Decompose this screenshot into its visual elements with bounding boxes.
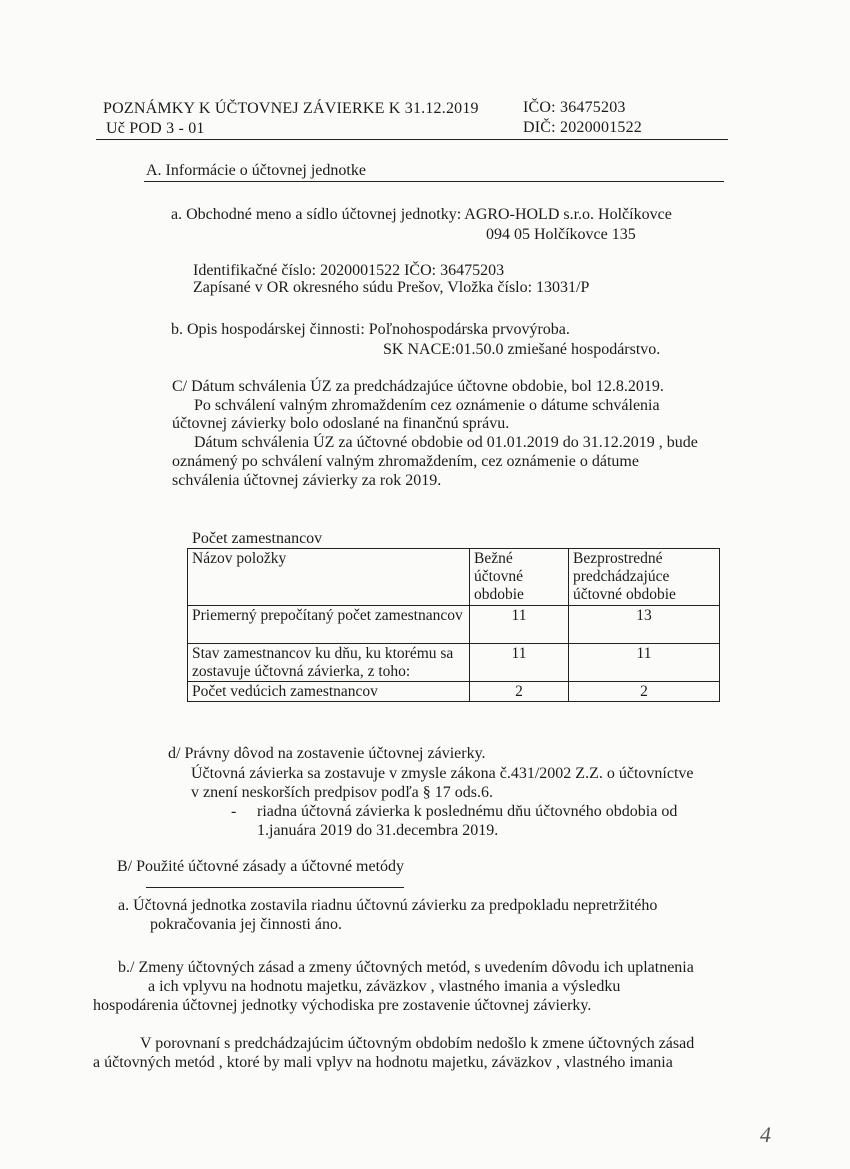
section-b-item-a-line1: a. Účtovná jednotka zostavila riadnu účtovnú závierku za predpokladu nepretržitého	[118, 897, 658, 914]
row-label: Stav zamestnancov ku dňu, ku ktorému sa zostavuje účtovná závierka, z toho:	[188, 644, 470, 682]
row-previous-value: 13	[569, 606, 720, 644]
header-item-name: Názov položky	[188, 549, 470, 606]
employees-caption: Počet zamestnancov	[192, 530, 323, 547]
section-b-item-b-line1: b./ Zmeny účtovných zásad a zmeny účtovných metód, s uvedením dôvodu ich uplatnenia	[118, 959, 694, 976]
header-previous-period: Bezprostredné predchádzajúce účtovné obdobie	[569, 549, 720, 606]
section-a-item-c-line2: Po schválení valným zhromaždením cez oznámenie o dátume schválenia	[194, 397, 660, 414]
row-label: Počet vedúcich zamestnancov	[188, 682, 470, 702]
section-b-rule	[146, 887, 404, 888]
section-b-paragraph-line2: a účtovných metód , ktoré by mali vplyv na hodnotu majetku, záväzkov , vlastného imania	[93, 1054, 673, 1071]
page-number: 4	[760, 1122, 771, 1147]
section-a-rule	[144, 181, 724, 182]
section-a-item-c-line6: schválenia účtovnej závierky za rok 2019.	[172, 472, 442, 489]
employees-table	[187, 548, 720, 702]
section-b-item-a-line2: pokračovania jej činnosti áno.	[150, 916, 342, 933]
section-a-item-b-line1: b. Opis hospodárskej činnosti: Poľnohospodárska prvovýroba.	[171, 321, 570, 338]
table-row	[188, 682, 720, 702]
section-a-item-b-line2: SK NACE:01.50.0 zmiešané hospodárstvo.	[383, 341, 661, 358]
section-b-paragraph-line1: V porovnaní s predchádzajúcim účtovným obdobím nedošlo k zmene účtovných zásad	[140, 1035, 695, 1052]
section-a-item-a-line2: 094 05 Holčíkovce 135	[486, 226, 636, 243]
table-header-row	[188, 549, 720, 606]
header-rule	[96, 139, 728, 140]
section-d-bullet-line2: 1.januára 2019 do 31.decembra 2019.	[257, 822, 499, 839]
registration-line: Zapísané v OR okresného súdu Prešov, Vložka číslo: 13031/P	[193, 279, 590, 296]
table-row	[188, 644, 720, 682]
section-a-item-c-line4: Dátum schválenia ÚZ za účtovné obdobie od 01.01.2019 do 31.12.2019 , bude	[194, 434, 698, 451]
section-a-item-c-line1: C/ Dátum schválenia ÚZ za predchádzajúce účtovne obdobie, bol 12.8.2019.	[172, 378, 664, 395]
row-current-value: 11	[470, 606, 569, 644]
document-title: POZNÁMKY K ÚČTOVNEJ ZÁVIERKE K 31.12.2019	[103, 100, 479, 117]
section-a-item-c-line5: oznámený po schválení valným zhromaždením, cez oznámenie o dátume	[172, 453, 639, 470]
identification-line: Identifikačné číslo: 2020001522 IČO: 36475203	[193, 262, 505, 279]
table-row	[188, 606, 720, 644]
header-current-period: Bežné účtovné obdobie	[470, 549, 569, 606]
row-current-value: 11	[470, 644, 569, 682]
row-current-value: 2	[470, 682, 569, 702]
section-a-item-c-line3: účtovnej závierky bolo odoslané na finančnú správu.	[172, 415, 510, 432]
bullet-dash: -	[231, 803, 237, 820]
section-d-line3: v znení neskorších predpisov podľa § 17 ods.6.	[191, 784, 494, 801]
document-subtitle: Uč POD 3 - 01	[106, 120, 205, 137]
section-b-heading: B/ Použité účtovné zásady a účtovné metódy	[117, 858, 405, 875]
row-previous-value: 11	[569, 644, 720, 682]
section-a-item-a-line1: a. Obchodné meno a sídlo účtovnej jednotky: AGRO-HOLD s.r.o. Holčíkovce	[171, 206, 672, 223]
row-previous-value: 2	[569, 682, 720, 702]
section-b-item-b-line2: a ich vplyvu na hodnotu majetku, záväzkov , vlastného imania a výsledku	[148, 978, 621, 995]
section-b-item-b-line3: hospodárenia účtovnej jednotky východiska pre zostavenie účtovnej závierky.	[93, 997, 592, 1014]
section-d-bullet-line1: riadna účtovná závierka k poslednému dňu účtovného obdobia od	[257, 803, 678, 820]
section-d-line2: Účtovná závierka sa zostavuje v zmysle zákona č.431/2002 Z.Z. o účtovníctve	[191, 765, 694, 782]
row-label: Priemerný prepočítaný počet zamestnancov	[188, 606, 470, 644]
header-ico: IČO: 36475203	[523, 99, 626, 116]
section-a-heading: A. Informácie o účtovnej jednotke	[146, 162, 366, 179]
header-dic: DIČ: 2020001522	[523, 119, 642, 136]
section-d-heading: d/ Právny dôvod na zostavenie účtovnej závierky.	[168, 745, 486, 762]
